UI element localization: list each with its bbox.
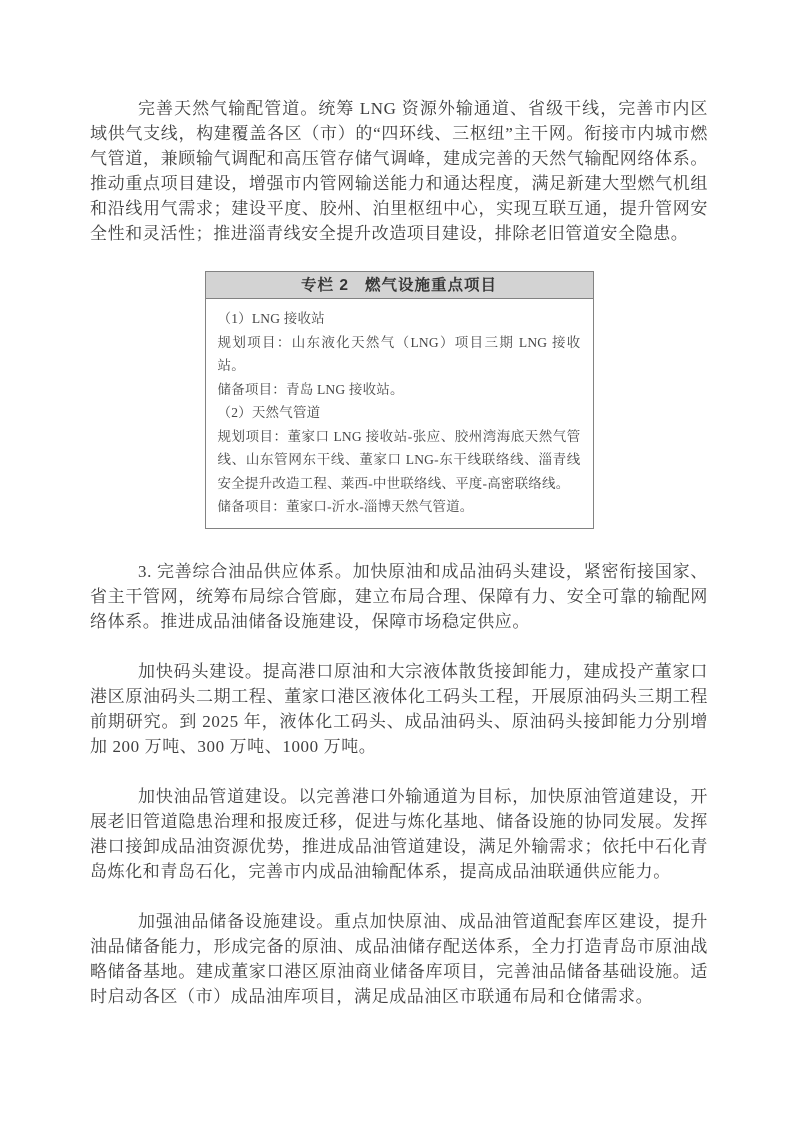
box-item-lng-planned: 规划项目：山东液化天然气（LNG）项目三期 LNG 接收站。 [217, 334, 581, 373]
feature-box-header [206, 272, 593, 299]
box-item-pipeline-planned: 规划项目：董家口 LNG 接收站-张应、胶州湾海底天然气管线、山东管网东干线、董家口 LNG-东干线联络线、淄青线安全提升改造工程、莱西-中世联络线、平度-高密联络线。 [217, 428, 581, 491]
body-paragraph-gas-pipelines: 完善天然气输配管道。统筹 LNG 资源外输通道、省级干线，完善市内区域供气支线，构建覆盖各区（市）的“四环线、三枢纽”主干网。衔接市内城市燃气管道，兼顾输气调配和高压管存储气调峰，建成完善的天然气输配网络体系。推动重点项目建设，增强市内管网输送能力和通达程度，满足新建大型燃气机组和沿线用气需求；建设平度、胶州、泊里枢纽中心，实现互联互通，提升管网安全性和灵活性；推进淄青线安全提升改造项目建设，排除老旧管道安全隐患。 [90, 99, 708, 243]
feature-box-title: 燃气设施重点项目 [364, 277, 497, 294]
box-item-lng-reserve: 储备项目：青岛 LNG 接收站。 [217, 381, 404, 397]
feature-box-label: 专栏 2 [301, 277, 349, 294]
body-paragraph-oil-pipelines: 加快油品管道建设。以完善港口外输通道为目标，加快原油管道建设，开展老旧管道隐患治理和报废迁移，促进与炼化基地、储备设施的协同发展。发挥港口接卸成品油资源优势，推进成品油管道建设，满足外输需求；依托中石化青岛炼化和青岛石化，完善市内成品油输配体系，提高成品油联通供应能力。 [90, 786, 708, 881]
feature-box-body [206, 299, 593, 528]
body-paragraph-oil-storage: 加强油品储备设施建设。重点加快原油、成品油管道配套库区建设，提升油品储备能力，形成完备的原油、成品油储存配送体系，全力打造青岛市原油战略储备基地。建成董家口港区原油商业储备库项目，完善油品储备基础设施。适时启动各区（市）成品油库项目，满足成品油区市联通布局和仓储需求。 [90, 911, 708, 1006]
body-paragraph-wharf-construction: 加快码头建设。提高港口原油和大宗液体散货接卸能力，建成投产董家口港区原油码头二期工程、董家口港区液体化工码头工程，开展原油码头三期工程前期研究。到 2025 年，液体化工码头、成品油码头、原油码头接卸能力分别增加 200 万吨、300 万吨、1000 万吨。 [90, 661, 708, 756]
box-item-lng-terminal-heading: （1）LNG 接收站 [217, 311, 325, 326]
feature-box-gas-projects [205, 271, 594, 529]
body-paragraph-oil-supply-system: 3. 完善综合油品供应体系。加快原油和成品油码头建设，紧密衔接国家、省主干管网，统筹布局综合管廊，建立布局合理、保障有力、安全可靠的输配网络体系。推进成品油储备设施建设，保障市场稳定供应。 [90, 561, 708, 631]
box-item-pipeline-heading: （2）天然气管道 [217, 405, 321, 420]
box-item-pipeline-reserve: 储备项目：董家口-沂水-淄博天然气管道。 [217, 499, 474, 514]
